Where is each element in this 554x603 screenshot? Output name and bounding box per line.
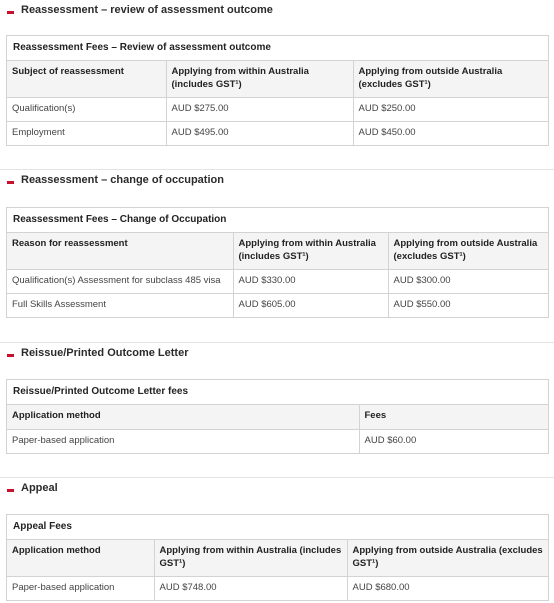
fees-table-reissue: [6, 379, 549, 454]
collapse-minus-icon[interactable]: [7, 354, 14, 357]
table-cell: Paper-based application: [7, 429, 359, 453]
table-title: Reassessment Fees – Change of Occupation: [7, 208, 548, 233]
table-title: Reassessment Fees – Review of assessment outcome: [7, 36, 548, 61]
collapse-minus-icon[interactable]: [7, 181, 14, 184]
section-header-change-occupation[interactable]: [0, 169, 554, 196]
section-title: Reissue/Printed Outcome Letter: [21, 347, 189, 359]
table-cell: AUD $330.00: [233, 269, 388, 293]
column-header: Application method: [7, 540, 154, 576]
section-title: Reassessment – review of assessment outcome: [21, 4, 273, 16]
table-cell: AUD $605.00: [233, 293, 388, 317]
table-cell: AUD $748.00: [154, 576, 347, 600]
collapse-minus-icon[interactable]: [7, 489, 14, 492]
column-header: Applying from outside Australia (excludes GST¹): [347, 540, 548, 576]
column-header: Applying from within Australia (includes GST¹): [166, 61, 353, 97]
section-header-review[interactable]: [0, 0, 554, 26]
column-header: Application method: [7, 405, 359, 429]
table-cell: Qualification(s): [7, 97, 166, 121]
column-header: Applying from outside Australia (excludes GST¹): [353, 61, 548, 97]
table-cell: AUD $680.00: [347, 576, 548, 600]
fees-table-review: [6, 35, 549, 146]
table-cell: AUD $450.00: [353, 121, 548, 145]
table-cell: Qualification(s) Assessment for subclass 485 visa: [7, 269, 233, 293]
section-title: Appeal: [21, 482, 58, 494]
column-header: Applying from within Australia (includes GST¹): [233, 233, 388, 269]
table-row: [7, 429, 548, 453]
column-header: Subject of reassessment: [7, 61, 166, 97]
table-title: Appeal Fees: [7, 515, 548, 540]
section-title: Reassessment – change of occupation: [21, 174, 224, 186]
table-title: Reissue/Printed Outcome Letter fees: [7, 380, 548, 405]
table-cell: Paper-based application: [7, 576, 154, 600]
table-row: [7, 97, 548, 121]
table-cell: AUD $250.00: [353, 97, 548, 121]
table-row: [7, 576, 548, 600]
column-header: Fees: [359, 405, 548, 429]
fees-table-appeal: [6, 514, 549, 601]
table-cell: AUD $300.00: [388, 269, 548, 293]
table-cell: AUD $495.00: [166, 121, 353, 145]
table-row: [7, 293, 548, 317]
table-row: [7, 121, 548, 145]
table-cell: Employment: [7, 121, 166, 145]
section-header-appeal[interactable]: [0, 477, 554, 504]
section-header-reissue[interactable]: [0, 342, 554, 369]
column-header: Reason for reassessment: [7, 233, 233, 269]
column-header: Applying from outside Australia (excludes GST¹): [388, 233, 548, 269]
table-cell: Full Skills Assessment: [7, 293, 233, 317]
collapse-minus-icon[interactable]: [7, 11, 14, 14]
table-row: [7, 269, 548, 293]
fees-table-change-occupation: [6, 207, 549, 318]
table-cell: AUD $275.00: [166, 97, 353, 121]
column-header: Applying from within Australia (includes GST¹): [154, 540, 347, 576]
table-cell: AUD $60.00: [359, 429, 548, 453]
table-cell: AUD $550.00: [388, 293, 548, 317]
